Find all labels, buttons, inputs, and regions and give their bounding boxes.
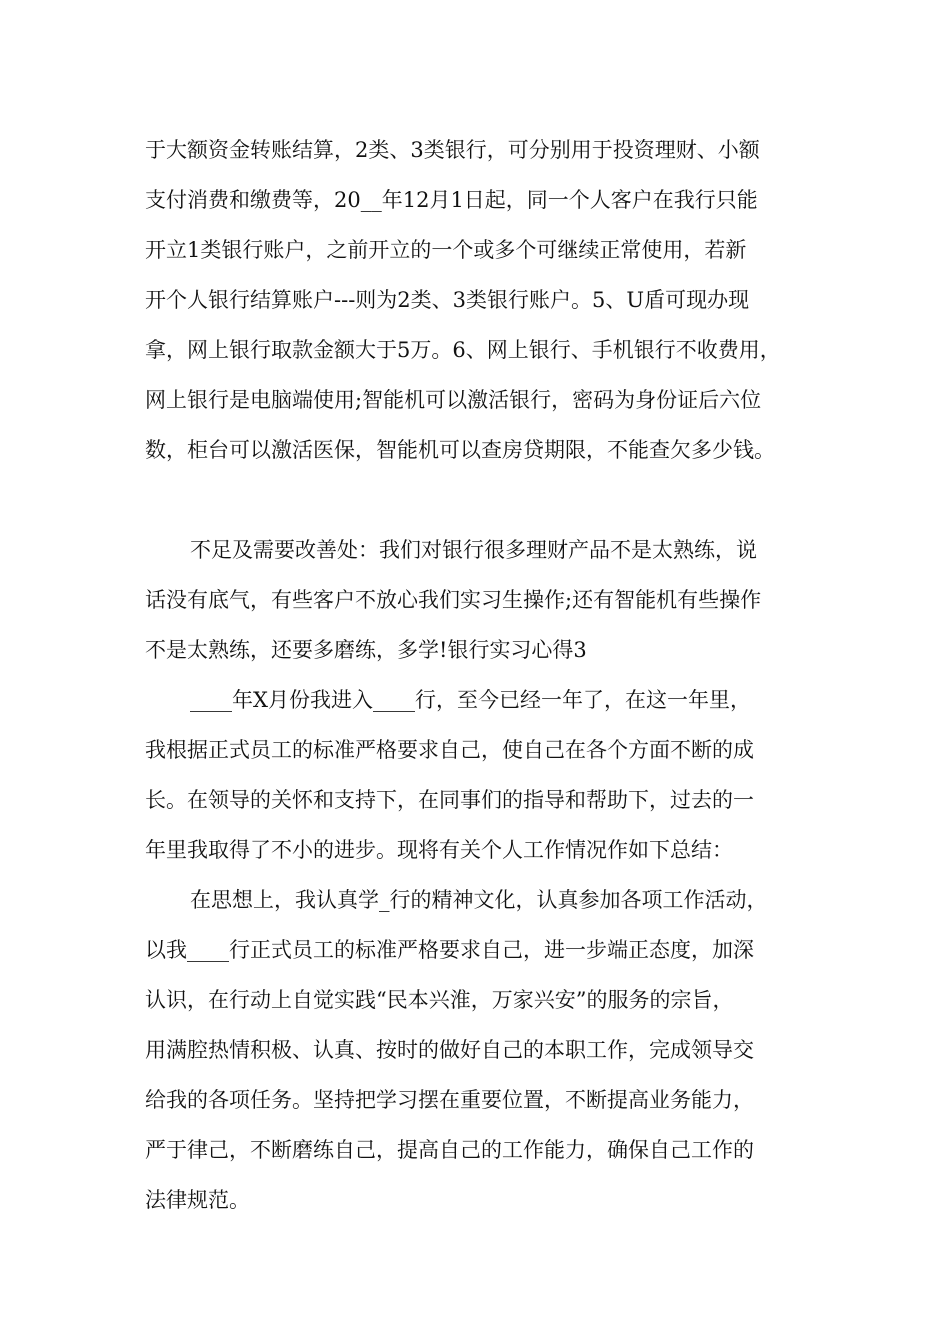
paragraph-3-line-2: 我根据正式员工的标准严格要求自己，使自己在各个方面不断的成 <box>145 738 754 762</box>
paragraph-1-line-5: 拿，网上银行取款金额大于5万。6、网上银行、手机银行不收费用， <box>145 338 781 362</box>
paragraph-1-line-6: 网上银行是电脑端使用;智能机可以激活银行，密码为身份证后六位 <box>145 388 762 412</box>
paragraph-3-line-3: 长。在领导的关怀和支持下，在同事们的指导和帮助下，过去的一 <box>145 788 754 812</box>
paragraph-4-line-7: 法律规范。 <box>145 1188 250 1212</box>
paragraph-4-line-1: 在思想上，我认真学_行的精神文化，认真参加各项工作活动， <box>190 888 768 912</box>
paragraph-4-line-2: 以我____行正式员工的标准严格要求自己，进一步端正态度，加深 <box>145 938 754 962</box>
paragraph-1-line-7: 数，柜台可以激活医保，智能机可以查房贷期限，不能查欠多少钱。 <box>145 438 775 462</box>
paragraph-4-line-4: 用满腔热情积极、认真、按时的做好自己的本职工作，完成领导交 <box>145 1038 754 1062</box>
paragraph-1-line-1: 于大额资金转账结算，2类、3类银行，可分别用于投资理财、小额 <box>145 138 760 162</box>
paragraph-4-line-3: 认识，在行动上自觉实践“民本兴淮，万家兴安”的服务的宗旨， <box>145 988 734 1012</box>
paragraph-2-line-2: 话没有底气，有些客户不放心我们实习生操作;还有智能机有些操作 <box>145 588 762 612</box>
paragraph-2-line-1: 不足及需要改善处：我们对银行很多理财产品不是太熟练，说 <box>190 538 757 562</box>
paragraph-1-line-3: 开立1类银行账户，之前开立的一个或多个可继续正常使用，若新 <box>145 238 747 262</box>
paragraph-3-line-1: ____年X月份我进入____行，至今已经一年了，在这一年里， <box>190 688 751 712</box>
paragraph-4-line-5: 给我的各项任务。坚持把学习摆在重要位置，不断提高业务能力， <box>145 1088 754 1112</box>
paragraph-1-line-2: 支付消费和缴费等，20__年12月1日起，同一个人客户在我行只能 <box>145 188 758 212</box>
paragraph-2-line-3: 不是太熟练，还要多磨练，多学!银行实习心得3 <box>145 638 587 662</box>
paragraph-3-line-4: 年里我取得了不小的进步。现将有关个人工作情况作如下总结： <box>145 838 733 862</box>
paragraph-1-line-4: 开个人银行结算账户---则为2类、3类银行账户。5、U盾可现办现 <box>145 288 750 312</box>
paragraph-4-line-6: 严于律己，不断磨练自己，提高自己的工作能力，确保自己工作的 <box>145 1138 754 1162</box>
